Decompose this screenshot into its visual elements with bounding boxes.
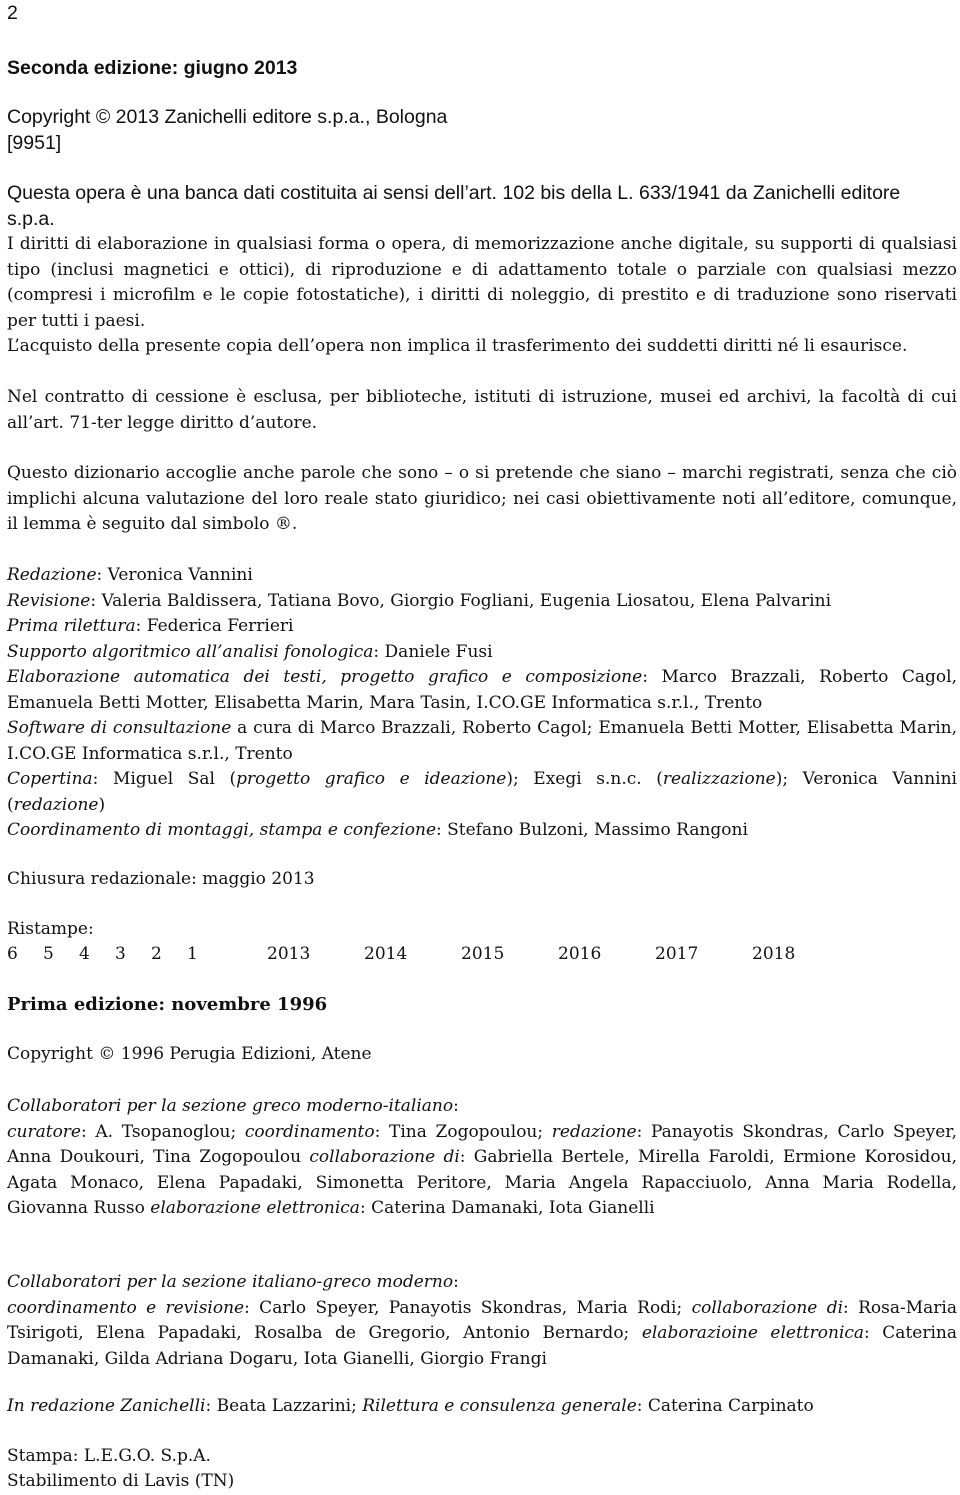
first-edition-copyright: Copyright © 1996 Perugia Edizioni, Atene bbox=[7, 1044, 372, 1064]
page-number: 2 bbox=[7, 2, 18, 24]
ristampa-year: 2013 bbox=[267, 944, 311, 964]
credit-label: Coordinamento di montaggi, stampa e confezione bbox=[7, 820, 437, 840]
ristampa-number: 3 bbox=[115, 944, 126, 964]
ristampa-number: 1 bbox=[187, 944, 198, 964]
credit-label: Elaborazione automatica dei testi, progetto grafico e composizione bbox=[7, 667, 643, 687]
credit-prima-rilettura: Prima rilettura: Federica Ferrieri bbox=[7, 616, 294, 636]
credit-copertina: Copertina: Miguel Sal (progetto grafico e ideazione); Exegi s.n.c. (realizzazione); Veronica Vannini (redazione) bbox=[7, 769, 957, 815]
credit-label: Copertina bbox=[7, 769, 93, 789]
credit-redazione: Redazione: Veronica Vannini bbox=[7, 565, 253, 585]
first-edition-title: Prima edizione: novembre 1996 bbox=[7, 994, 328, 1015]
database-note: Questa opera è una banca dati costituita ai sensi dell’art. 102 bis della L. 633/1941 da Zanichelli editore s.p.a. bbox=[7, 182, 901, 230]
credit-elaborazione: Elaborazione automatica dei testi, progetto grafico e composizione: Marco Brazzali, Roberto Cagol, Emanuela Betti Motter, Elisabetta Marin, Mara Tasin, I.CO.GE Informatica s.r.l., Trento bbox=[7, 667, 958, 713]
ristampa-year: 2018 bbox=[752, 944, 796, 964]
credit-label: Software di consultazione bbox=[7, 718, 232, 738]
italian-greek-collaborators bbox=[7, 1270, 957, 1372]
ristampa-year: 2016 bbox=[558, 944, 602, 964]
second-edition-title: Seconda edizione: giugno 2013 bbox=[7, 57, 298, 79]
second-edition-copyright: Copyright © 2013 Zanichelli editore s.p.a., Bologna bbox=[7, 106, 448, 128]
rights-paragraph-2: L’acquisto della presente copia dell’opera non implica il trasferimento dei suddetti diritti né li esaurisce. bbox=[7, 336, 908, 356]
section-body: coordinamento e revisione: Carlo Speyer, Panayotis Skondras, Maria Rodi; collaborazione di: Rosa-Maria Tsirigoti, Elena Papadaki, Rosalba de Gregorio, Antonio Bernardo; elaborazioine elettronica: Caterina Damanaki, Gilda Adriana Dogaru, Iota Gianelli, Giorgio Frangi bbox=[7, 1297, 957, 1369]
chiusura-redazionale: Chiusura redazionale: maggio 2013 bbox=[7, 869, 315, 889]
edition-code: [9951] bbox=[7, 132, 62, 154]
ristampa-year: 2017 bbox=[655, 944, 699, 964]
zanichelli-redazione: In redazione Zanichelli: Beata Lazzarini; Rilettura e consulenza generale: Caterina Carpinato bbox=[7, 1396, 814, 1416]
stabilimento: Stabilimento di Lavis (TN) bbox=[7, 1471, 235, 1491]
ristampa-number: 6 bbox=[7, 944, 18, 964]
section-heading: Collaboratori per la sezione greco moderno-italiano: bbox=[7, 1096, 459, 1116]
credit-label: Supporto algoritmico all’analisi fonologica bbox=[7, 641, 374, 662]
greek-italian-collaborators bbox=[7, 1094, 957, 1222]
section-heading: Collaboratori per la sezione italiano-greco moderno: bbox=[7, 1272, 459, 1292]
credit-revisione: Revisione: Valeria Baldissera, Tatiana Bovo, Giorgio Fogliani, Eugenia Liosatou, Elena Palvarini bbox=[7, 590, 831, 611]
ristampe-label: Ristampe: bbox=[7, 919, 94, 939]
credit-software: Software di consultazione a cura di Marco Brazzali, Roberto Cagol; Emanuela Betti Motter, Elisabetta Marin, I.CO.GE Informatica s.r.l., Trento bbox=[7, 718, 957, 764]
credit-label: Redazione bbox=[7, 565, 97, 585]
credit-supporto: Supporto algoritmico all’analisi fonologica: Daniele Fusi bbox=[7, 641, 493, 662]
credit-label: Prima rilettura bbox=[7, 616, 136, 636]
section-body: curatore: A. Tsopanoglou; coordinamento: Tina Zogopoulou; redazione: Panayotis Skondras, Carlo Speyer, Anna Doukouri, Tina Zogopoulou collaborazione di: Gabriella Bertele, Mirella Faroldi, Ermione Korosidou, Agata Monaco, Elena Papadaki, Simonetta Peritore, Maria Angela Rapacciuolo, Anna Maria Rodella, Giovanna Russo elaborazione elettronica: Caterina Damanaki, Iota Gianelli bbox=[7, 1121, 957, 1218]
ristampa-number: 4 bbox=[79, 944, 90, 964]
rights-paragraph-3: Nel contratto di cessione è esclusa, per biblioteche, istituti di istruzione, musei ed archivi, la facoltà di cui all’art. 71-ter legge diritto d’autore. bbox=[7, 387, 957, 433]
stampa: Stampa: L.E.G.O. S.p.A. bbox=[7, 1446, 211, 1466]
rights-paragraph-1: I diritti di elaborazione in qualsiasi forma o opera, di memorizzazione anche digitale, su supporti di qualsiasi tipo (inclusi magnetici e ottici), di riproduzione e di adattamento totale o parziale con qualsiasi mezzo (compresi i microfilm e le copie fotostatiche), i diritti di noleggio, di prestito e di traduzione sono riservati per tutti i paesi. bbox=[7, 234, 957, 331]
credit-label: Revisione bbox=[7, 590, 91, 611]
ristampa-number: 2 bbox=[151, 944, 162, 964]
credit-coordinamento: Coordinamento di montaggi, stampa e confezione: Stefano Bulzoni, Massimo Rangoni bbox=[7, 820, 748, 840]
ristampa-year: 2015 bbox=[461, 944, 505, 964]
credits-block bbox=[7, 563, 957, 844]
ristampa-number: 5 bbox=[43, 944, 54, 964]
ristampe-row bbox=[7, 944, 795, 964]
trademark-note: Questo dizionario accoglie anche parole che sono – o si pretende che siano – marchi registrati, senza che ciò implichi alcuna valutazione del loro reale stato giuridico; nei casi obiettivamente noti all’editore, comunque, il lemma è seguito dal simbolo ®. bbox=[7, 463, 957, 534]
ristampa-year: 2014 bbox=[364, 944, 408, 964]
